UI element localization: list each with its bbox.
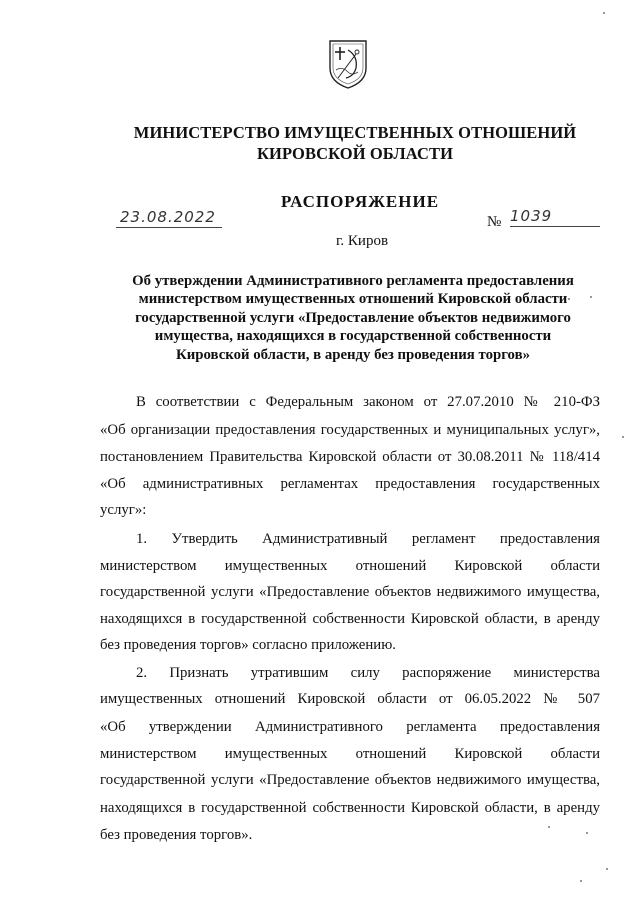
title-line: министерством имущественных отношений Кировской области <box>138 291 568 307</box>
scan-speck <box>590 296 592 298</box>
scan-speck <box>568 298 570 300</box>
number-sign: № <box>487 214 502 230</box>
body-line: государственной услуги «Предоставление объектов недвижимого имущества, <box>100 584 600 600</box>
coat-of-arms-icon <box>326 38 370 90</box>
body-line: 1. Утвердить Административный регламент предоставления <box>136 531 600 547</box>
body-line: находящихся в государственной собственности Кировской области, в аренду <box>100 611 600 627</box>
scan-speck <box>586 832 588 834</box>
scan-speck <box>548 826 550 828</box>
body-line: государственной услуги «Предоставление объектов недвижимого имущества, <box>100 772 600 788</box>
title-line: Кировской области, в аренду без проведения торгов» <box>176 347 530 363</box>
scan-speck <box>622 436 624 438</box>
title-line: Об утверждении Административного регламента предоставления <box>132 273 574 289</box>
document-city: г. Киров <box>335 233 389 249</box>
body-line: постановлением Правительства Кировской области от 30.08.2011 № 118/414 <box>100 449 600 465</box>
document-type-heading: РАСПОРЯЖЕНИЕ <box>280 192 440 211</box>
document-date: 23.08.2022 <box>116 208 222 228</box>
ministry-name-line-2: КИРОВСКОЙ ОБЛАСТИ <box>256 144 454 163</box>
body-line: министерством имущественных отношений Кировской области <box>100 558 600 574</box>
body-line: 2. Признать утратившим силу распоряжение министерства <box>136 665 600 681</box>
title-line: имущества, находящихся в государственной собственности <box>154 328 552 344</box>
scan-speck <box>580 880 582 882</box>
body-line: без проведения торгов». <box>100 827 253 843</box>
body-line: «Об административных регламентах предоставления государственных <box>100 476 600 492</box>
document-number: 1039 <box>510 207 600 227</box>
body-line: В соответствии с Федеральным законом от 27.07.2010 № 210-ФЗ <box>136 394 600 410</box>
scan-speck <box>606 868 608 870</box>
title-line: государственной услуги «Предоставление объектов недвижимого <box>135 310 571 326</box>
body-line: услуг»: <box>100 502 147 518</box>
body-line: «Об организации предоставления государственных и муниципальных услуг», <box>100 422 600 438</box>
body-line: находящихся в государственной собственности Кировской области, в аренду <box>100 800 600 816</box>
body-line: имущественных отношений Кировской области от 06.05.2022 № 507 <box>100 691 600 707</box>
scan-speck <box>603 12 605 14</box>
body-line: министерством имущественных отношений Кировской области <box>100 746 600 762</box>
body-line: без проведения торгов» согласно приложению. <box>100 637 396 653</box>
ministry-name-line-1: МИНИСТЕРСТВО ИМУЩЕСТВЕННЫХ ОТНОШЕНИЙ <box>133 123 577 142</box>
body-line: «Об утверждении Административного регламента предоставления <box>100 719 600 735</box>
